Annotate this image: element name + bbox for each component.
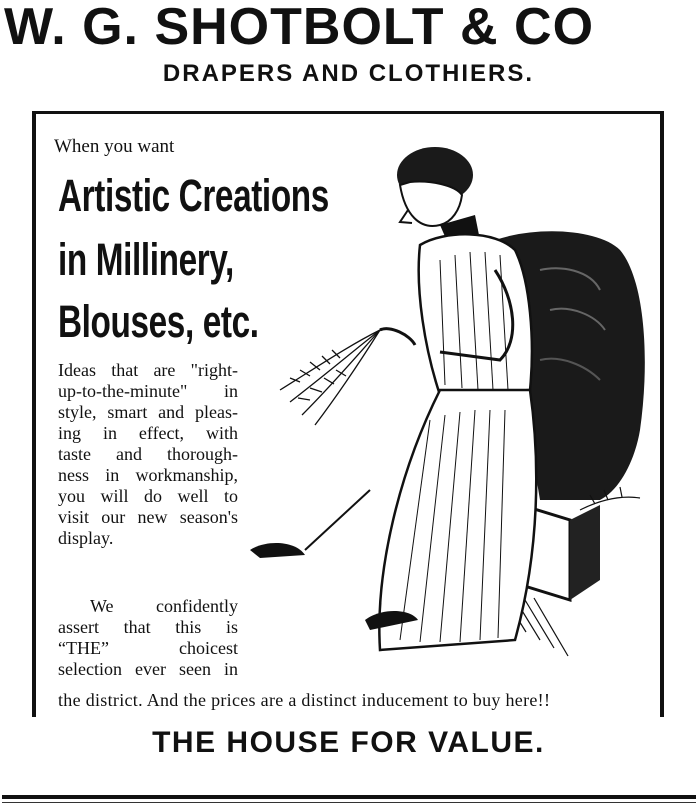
body-line: up-to-the-minute" in — [58, 381, 238, 401]
body-line: taste and thorough- — [58, 444, 238, 464]
para2-line: assert that this is — [58, 617, 238, 637]
body-line: style, smart and pleas- — [58, 402, 238, 422]
left-shoe — [250, 543, 305, 558]
body-line: Ideas that are "right- — [58, 360, 238, 380]
body-line: visit our new season's — [58, 507, 238, 527]
body-line: you will do well to — [58, 486, 238, 506]
para2-line: “THE” choicest — [58, 638, 238, 658]
headline-line-1: Artistic Creations — [58, 170, 329, 221]
para2-line: selection ever seen in — [58, 659, 238, 679]
woman-illustration — [240, 130, 660, 680]
ad-lead-text: When you want — [54, 136, 175, 157]
headline-line-3: Blouses, etc. — [58, 296, 259, 347]
bottom-rule-thin — [2, 802, 696, 803]
body-paragraph — [58, 360, 238, 549]
body-line: display. — [58, 528, 114, 548]
para2-line: We confidently — [90, 596, 238, 616]
closing-line: the district. And the prices are a distinct inducement to buy here!! — [58, 690, 551, 710]
skirt — [379, 390, 536, 650]
tagline: THE HOUSE FOR VALUE. — [152, 726, 545, 759]
body-line: ness in workmanship, — [58, 465, 238, 485]
body-line: ing in effect, with — [58, 423, 238, 443]
headline-line-2: in Millinery, — [58, 234, 234, 285]
second-paragraph — [58, 596, 238, 680]
company-trade: DRAPERS AND CLOTHIERS. — [162, 60, 535, 87]
bottom-rule — [2, 795, 696, 799]
feather-bundle — [280, 330, 380, 425]
dress-torso — [419, 234, 532, 395]
company-name: W. G. SHOTBOLT & CO — [4, 0, 595, 55]
